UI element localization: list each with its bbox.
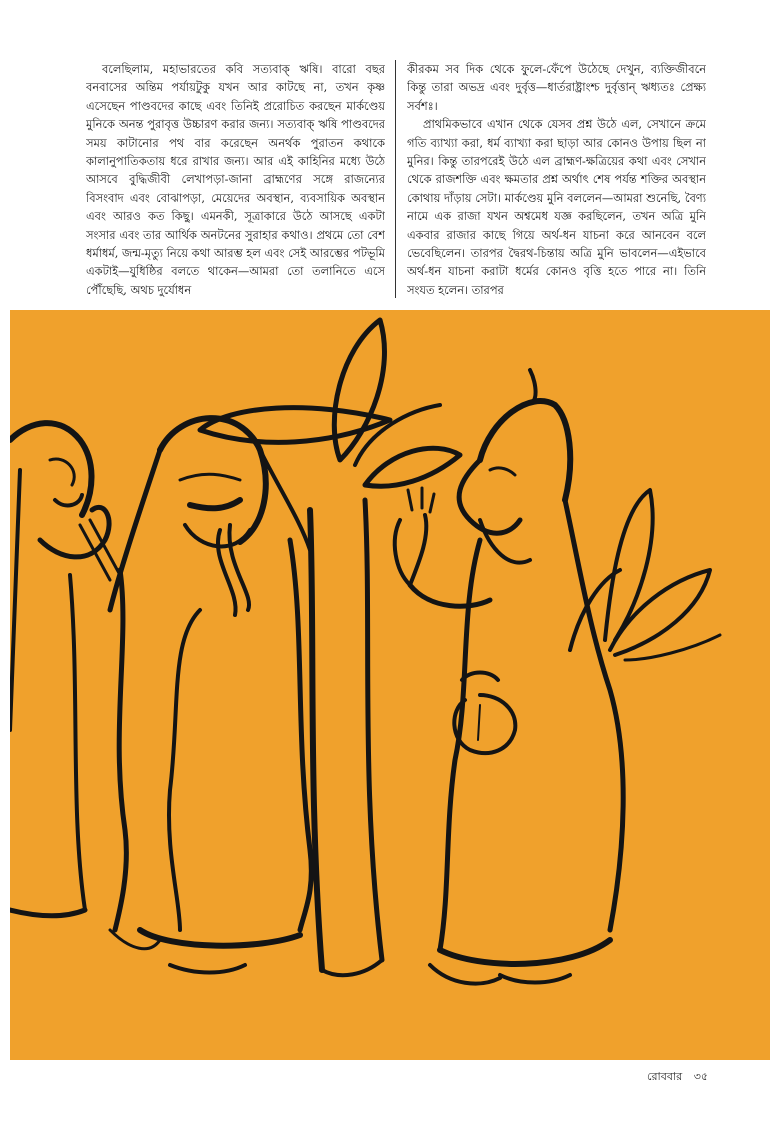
illustration [10,310,770,1060]
paragraph: বলেছিলাম, মহাভারতের কবি সত্যবাক্ ঋষি। বারো বছর বনবাসের অন্তিম পর্যায়টুকু যখন আর কাটছে না, তখন কৃষ্ণ এসেছেন পাণ্ডবদের কাছে এবং তিনিই প্ররোচিত করছেন মার্কণ্ডেয় মুনিকে অনন্ত পুরাবৃত্ত উচ্চারণ করার জন্য। সত্যবাক্ ঋষি পাণ্ডবদের সময় কাটানোর পথ বার করেছেন অনর্থক পুরাতন কথাকে কালানুপাতিকতায় ধরে রাখার জন্য। আর এই কাহিনির মধ্যে উঠে আসবে বুদ্ধিজীবী লেখাপড়া-জানা ব্রাহ্মণের সঙ্গে রাজন্যের বিসংবাদ এবং বোঝাপড়া, মেয়েদের অবস্থান, ব্যবসায়িক অবস্থান এবং আরও কত কিছু। এমনকী, সূত্রাকারে উঠে আসছে একটা সংসার এবং তার আর্থিক অনটনের সুরাহার কথাও। প্রথমে তো বেশ ধর্মাধর্ম, জন্ম-মৃত্যু নিয়ে কথা আরম্ভ হল এবং সেই আরম্ভের পটভূমি একটাই—যুধিষ্ঠির বলতে থাকেন—আমরা তো তলানিতে এসে পৌঁছেছি, অথচ দুর্যোধন [86,62,385,297]
paragraph-continued: কীরকম সব দিক থেকে ফুলে-ফেঁপে উঠেছে দেখুন, ব্যক্তিজীবনে কিন্তু তারা অভদ্র এবং দুর্বৃত্ত—ধার্তরাষ্ট্রাংশ্চ দুর্বৃত্তান্ ঋধ্যতঃ প্রেক্ষ্য সর্বশঃ। [407,62,706,113]
column-divider [395,60,396,298]
text-column-left [86,60,385,298]
page-number: ৩৫ [693,1070,708,1083]
page-footer [639,1068,708,1087]
ink-drawing-sages [10,310,770,1060]
article-text [86,60,706,298]
magazine-name: রোববার [647,1070,683,1083]
paragraph: প্রাথমিকভাবে এখান থেকে যেসব প্রশ্ন উঠে এল, সেখানে ক্রমে গতি ব্যাখ্যা করা, ধর্ম ব্যাখ্যা করা ছাড়া আর কোনও উপায় ছিল না মুনির। কিন্তু তারপরেই উঠে এল ব্রাহ্মণ-ক্ষত্রিয়ের কথা এবং সেখান থেকে রাজশক্তি এবং ক্ষমতার প্রশ্ন অর্থাৎ শেষ পর্যন্ত শক্তির অবস্থান কোথায় দাঁড়ায় সেটা। মার্কণ্ডেয় মুনি বললেন—আমরা শুনেছি, বৈণ্য নামে এক রাজা যখন অশ্বমেধ যজ্ঞ করছিলেন, তখন অত্রি মুনি একবার রাজার কাছে গিয়ে অর্থ-ধন যাচনা করে আনবেন বলে ভেবেছিলেন। তারপর দ্বৈরথ-চিন্তায় অত্রি মুনি ভাবলেন—এইভাবে অর্থ-ধন যাচনা করাটা ধর্মের কোনও বৃত্তি হতে পারে না। তিনি সংযত হলেন। তারপর [407,117,706,297]
text-column-right [407,60,706,298]
